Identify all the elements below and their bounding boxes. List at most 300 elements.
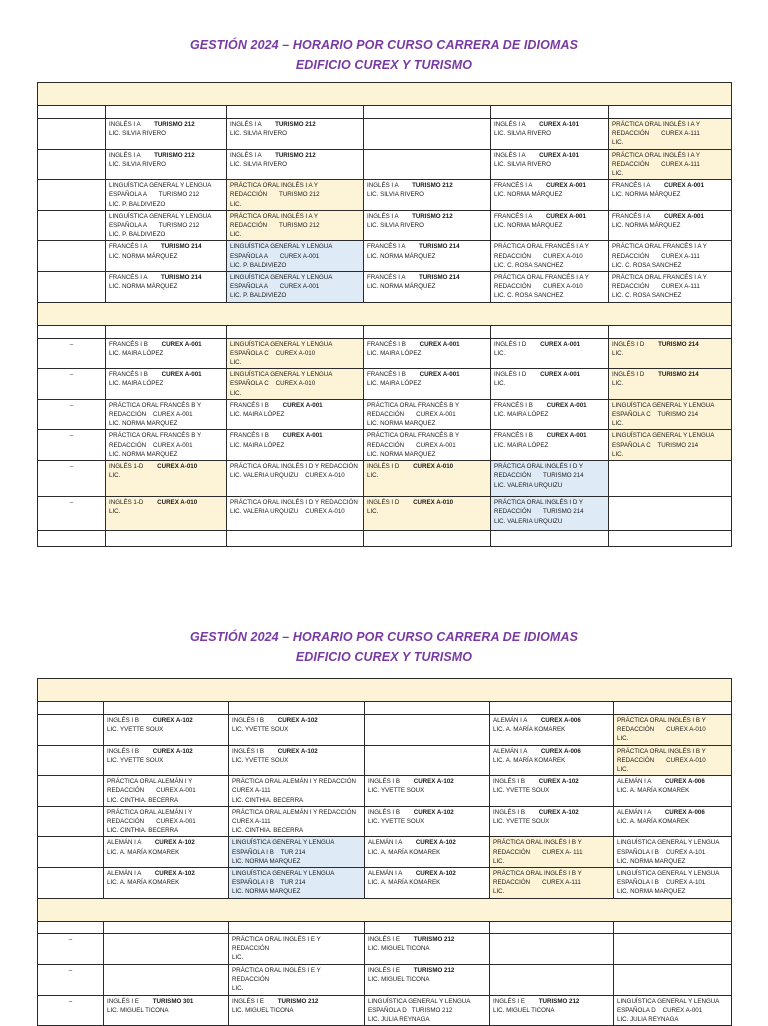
schedule-cell xyxy=(609,338,732,369)
detail-line: LIC. MAIRA LÓPEZ xyxy=(109,380,164,388)
detail-line: REDACCIÓN CUREX A-001 xyxy=(367,441,456,449)
schedule-cell xyxy=(106,369,227,400)
course-name: FRANCÉS I B xyxy=(494,432,533,440)
course-name: LINGUÍSTICA GENERAL Y LENGUA xyxy=(232,870,335,878)
detail-line: LIC. xyxy=(612,349,624,357)
time-cell: – xyxy=(38,399,106,430)
schedule-cell xyxy=(490,837,614,868)
schedule-cell xyxy=(491,369,609,400)
spacer-cell xyxy=(104,702,229,715)
room-label: TURISMO 212 xyxy=(154,121,195,128)
course-name: PRÁCTICA ORAL FRANCÉS B Y xyxy=(109,432,202,440)
course-line xyxy=(230,212,360,221)
detail-line: LIC. NORMA MÁRQUEZ xyxy=(109,252,178,260)
schedule-cell xyxy=(614,933,732,964)
lecturer-line: LIC. P. BALDIVIEZO xyxy=(109,200,166,208)
detail-line: LIC. SILVIA RIVERO xyxy=(230,160,287,168)
course-name: LINGUÍSTICA GENERAL Y LENGUA xyxy=(617,997,720,1005)
room-label: CUREX A-001 xyxy=(282,401,323,409)
schedule-cell xyxy=(365,806,490,837)
detail-line: ESPAÑOLA D CUREX A-001 xyxy=(617,1006,703,1014)
course-name: PRÁCTICA ORAL ALEMÁN I Y xyxy=(107,808,193,816)
detail-line: LIC. A. MARÍA KOMAREK xyxy=(368,848,441,856)
lecturer-line: LIC. P. BALDIVIEZO xyxy=(230,261,287,269)
spacer-cell xyxy=(365,702,490,715)
course-line xyxy=(109,181,223,190)
spacer-cell xyxy=(104,921,229,933)
spacer-cell xyxy=(38,921,104,933)
schedule-row xyxy=(38,531,732,547)
detail-line: REDACCIÓN CUREX A-001 xyxy=(109,441,193,449)
spacer-row xyxy=(38,921,732,933)
spacer-cell xyxy=(38,106,106,119)
course-line xyxy=(232,838,361,847)
course-line xyxy=(109,431,223,440)
detail-line: REDACCIÓN CUREX A-001 xyxy=(107,787,196,795)
lecturer-line: LIC. JULIA REYNAGA xyxy=(368,1016,430,1024)
course-name: LINGUÍSTICA GENERAL Y LENGUA xyxy=(109,182,212,190)
course-line xyxy=(494,370,605,379)
detail-line: REDACCIÓN CUREX A-001 xyxy=(109,411,193,419)
lecturer-line: LIC. CINTHIA. BECERRA xyxy=(232,827,304,835)
time-cell: – xyxy=(38,933,104,964)
schedule-cell xyxy=(104,776,229,807)
day-header-band xyxy=(38,302,732,325)
room-label: TURISMO 212 xyxy=(412,182,453,190)
schedule-cell xyxy=(609,119,732,150)
course-line xyxy=(493,747,610,756)
schedule-row xyxy=(38,745,732,776)
course-name: ALEMÁN I A xyxy=(368,839,403,847)
detail-line: REDACCIÓN TURISMO 212 xyxy=(230,222,320,230)
course-line xyxy=(494,401,605,410)
detail-line: LIC. NORMA MÁRQUEZ xyxy=(367,252,436,260)
band-cell xyxy=(38,679,732,702)
detail-line: REDACCIÓN CUREX A-010 xyxy=(494,283,583,291)
course-name: PRÁCTICA ORAL ALEMÁN I Y REDACCIÓN xyxy=(232,778,357,786)
schedule-row xyxy=(38,180,732,211)
day-header-band xyxy=(38,898,732,921)
time-cell xyxy=(38,868,104,899)
course-name: ALEMÁN I A xyxy=(493,747,528,755)
course-line xyxy=(107,808,225,817)
schedule-cell xyxy=(106,399,227,430)
detail-line: LIC. A. MARÍA KOMAREK xyxy=(493,726,566,734)
spacer-cell xyxy=(364,106,491,119)
schedule-cell xyxy=(227,241,364,272)
course-name: INGLÉS I E xyxy=(368,935,400,943)
lecturer-line: LIC. xyxy=(232,954,244,962)
course-name: INGLÉS 1-D xyxy=(109,499,144,507)
course-name: PRÁCTICA ORAL FRANCÉS I A Y xyxy=(494,274,589,282)
spacer-row xyxy=(38,106,732,119)
detail-line: REDACCIÓN xyxy=(232,975,270,983)
time-cell xyxy=(38,745,104,776)
schedule-cell xyxy=(491,461,609,497)
course-line xyxy=(368,869,486,878)
schedule-cell xyxy=(364,461,491,497)
detail-line: CUREX A-111 xyxy=(232,818,271,826)
course-line xyxy=(494,212,605,221)
schedule-cell xyxy=(104,868,229,899)
schedule-cell xyxy=(364,338,491,369)
schedule-cell xyxy=(609,241,732,272)
schedule-cell xyxy=(229,745,365,776)
detail-line: LIC. A. MARÍA KOMAREK xyxy=(617,818,690,826)
detail-line: ESPAÑOLA D TURISMO 212 xyxy=(368,1006,453,1014)
schedule-cell xyxy=(491,210,609,241)
spacer-cell xyxy=(38,325,106,338)
room-label: CUREX A-102 xyxy=(415,870,456,878)
course-name: PRÁCTICA ORAL INGLÉS I B Y xyxy=(617,747,706,755)
detail-line: LIC. MIGUEL TICONA xyxy=(232,1006,294,1014)
course-name: LINGUÍSTICA GENERAL Y LENGUA xyxy=(612,432,715,440)
detail-line: CUREX A-111 xyxy=(232,787,271,795)
room-label: CUREX A-006 xyxy=(664,778,705,786)
lecturer-line: LIC. NORMA MARQUEZ xyxy=(109,420,178,428)
course-name: ALEMÁN I A xyxy=(107,839,142,847)
lecturer-line: LIC. xyxy=(230,359,242,367)
course-name: LINGUÍSTICA GENERAL Y LENGUA xyxy=(230,243,333,251)
course-line xyxy=(612,370,728,379)
course-name: INGLÉS I B xyxy=(232,717,264,724)
time-cell xyxy=(38,149,106,180)
course-name: PRÁCTICA ORAL INGLÉS I D Y REDACCIÓN xyxy=(230,463,358,471)
detail-line: LIC. SILVIA RIVERO xyxy=(109,130,166,138)
day-header-band xyxy=(38,679,732,702)
detail-line: REDACCIÓN CUREX A- 111 xyxy=(493,848,583,856)
schedule-row xyxy=(38,868,732,899)
room-label: CUREX A-001 xyxy=(161,340,202,348)
course-name: INGLÉS I B xyxy=(107,717,139,724)
course-line xyxy=(230,273,360,282)
schedule-row xyxy=(38,241,732,272)
course-line xyxy=(368,966,486,975)
course-line xyxy=(494,273,605,282)
course-name: FRANCÉS I A xyxy=(612,212,651,220)
room-label: CUREX A-006 xyxy=(540,717,581,724)
detail-line: REDACCIÓN CUREX A-010 xyxy=(617,726,706,734)
detail-line: REDACCIÓN CUREX A-111 xyxy=(493,879,581,887)
schedule-cell xyxy=(227,272,364,303)
course-line xyxy=(367,340,487,349)
schedule-cell xyxy=(227,399,364,430)
schedule-cell xyxy=(106,210,227,241)
schedule-row xyxy=(38,995,732,1026)
schedule-cell xyxy=(491,531,609,547)
spacer-cell xyxy=(229,921,365,933)
course-name: INGLÉS I E xyxy=(368,966,400,974)
schedule-cell xyxy=(609,180,732,211)
course-name: INGLÉS I B xyxy=(107,747,139,755)
schedule-cell xyxy=(227,430,364,461)
room-label: CUREX A-101 xyxy=(539,121,580,128)
course-line xyxy=(367,498,487,507)
schedule-title: GESTIÓN 2024 – HORARIO POR CURSO CARRERA DE IDIOMAS xyxy=(189,38,579,52)
detail-line: LIC. SILVIA RIVERO xyxy=(367,191,424,199)
course-line xyxy=(109,462,223,471)
detail-line: REDACCIÓN CUREX A-111 xyxy=(612,160,700,168)
schedule-cell xyxy=(106,497,227,531)
schedule-row xyxy=(38,933,732,964)
lecturer-line: LIC. xyxy=(230,389,242,397)
course-line xyxy=(367,370,487,379)
schedule-cell xyxy=(614,715,732,746)
course-line xyxy=(367,242,487,251)
detail-line: ESPAÑOLA C CUREX A-010 xyxy=(230,380,316,388)
course-name: ALEMÁN I A xyxy=(617,808,652,816)
room-label: CUREX A-001 xyxy=(540,340,581,348)
room-label: CUREX A-102 xyxy=(277,717,318,724)
schedule-cell xyxy=(227,180,364,211)
room-label: TURISMO 212 xyxy=(538,997,580,1005)
course-line xyxy=(107,838,225,847)
course-line xyxy=(612,401,728,410)
spacer-cell xyxy=(38,702,104,715)
detail-line: LIC. A. MARÍA KOMAREK xyxy=(368,879,441,887)
detail-line: LIC. VALERIA URQUIZU CUREX A-010 xyxy=(230,508,345,516)
schedule-subtitle: EDIFICIO CUREX Y TURISMO xyxy=(295,650,473,664)
schedule-cell xyxy=(609,497,732,531)
course-line xyxy=(617,869,728,878)
schedule-row xyxy=(38,806,732,837)
lecturer-line: LIC. JULIA REYNAGA xyxy=(617,1016,679,1024)
detail-line: LIC. xyxy=(494,349,506,357)
course-name: LINGUÍSTICA GENERAL Y LENGUA xyxy=(612,401,715,409)
room-label: CUREX A-102 xyxy=(413,808,454,816)
schedule-cell xyxy=(491,338,609,369)
course-line xyxy=(368,935,486,944)
lecturer-line: LIC. NORMA MARQUEZ xyxy=(232,857,301,865)
detail-line: LIC. MAIRA LÓPEZ xyxy=(494,411,549,419)
course-name: INGLÉS I B xyxy=(232,747,264,755)
time-cell xyxy=(38,837,104,868)
lecturer-line: LIC. P. BALDIVIEZO xyxy=(230,292,287,300)
room-label: TURISMO 214 xyxy=(418,243,460,251)
detail-line: LIC. NORMA MÁRQUEZ xyxy=(612,191,681,199)
lecturer-line: LIC. xyxy=(230,231,242,239)
course-line xyxy=(107,747,225,756)
lecturer-line: LIC. C. ROSA SANCHEZ xyxy=(612,292,682,300)
detail-line: ESPAÑOLA A CUREX A-001 xyxy=(230,252,320,260)
course-line xyxy=(230,151,360,160)
course-name: FRANCÉS I B xyxy=(367,371,406,379)
room-label: TURISMO 214 xyxy=(160,274,202,282)
course-line xyxy=(232,808,361,817)
schedule-cell xyxy=(365,715,490,746)
course-line xyxy=(617,716,728,725)
course-name: PRÁCTICA ORAL FRANCÉS I A Y xyxy=(612,274,707,282)
detail-line: LIC. YVETTE SOUX xyxy=(368,787,425,795)
course-name: INGLÉS I E xyxy=(107,997,139,1005)
course-name: INGLÉS I A xyxy=(494,151,526,159)
course-name: INGLÉS I E xyxy=(232,997,264,1005)
schedule-cell xyxy=(104,806,229,837)
day-header-band xyxy=(38,83,732,106)
course-line xyxy=(107,869,225,878)
lecturer-line: LIC. xyxy=(230,200,242,208)
detail-line: LIC. YVETTE SOUX xyxy=(368,818,425,826)
schedule-cell xyxy=(106,241,227,272)
time-cell: – xyxy=(38,461,106,497)
spacer-cell xyxy=(491,106,609,119)
course-name: PRÁCTICA ORAL FRANCÉS I A Y xyxy=(494,243,589,251)
course-name: ALEMÁN I A xyxy=(617,778,652,786)
schedule-cell xyxy=(491,430,609,461)
detail-line: LIC. MIGUEL TICONA xyxy=(493,1006,555,1014)
schedule-cell xyxy=(614,964,732,995)
lecturer-line: LIC. CINTHIA. BECERRA xyxy=(232,796,304,804)
schedule-cell xyxy=(490,806,614,837)
course-name: INGLÉS I A xyxy=(109,121,141,128)
course-name: FRANCÉS I A xyxy=(367,274,406,282)
schedule-cell xyxy=(614,995,732,1026)
time-cell xyxy=(38,210,106,241)
schedule-cell xyxy=(614,868,732,899)
detail-line: LIC. A. MARÍA KOMAREK xyxy=(617,787,690,795)
course-name: LINGUÍSTICA GENERAL Y LENGUA xyxy=(230,371,333,379)
detail-line: LIC. MIGUEL TICONA xyxy=(107,1006,169,1014)
schedule-cell xyxy=(609,399,732,430)
detail-line: REDACCIÓN CUREX A-111 xyxy=(612,252,700,260)
schedule-cell xyxy=(364,430,491,461)
course-line xyxy=(230,242,360,251)
course-line xyxy=(368,838,486,847)
schedule-cell xyxy=(364,272,491,303)
schedule-cell xyxy=(106,531,227,547)
schedule-cell xyxy=(365,837,490,868)
course-name: PRÁCTICA ORAL INGLÉS I A Y xyxy=(230,212,319,220)
room-label: CUREX A-001 xyxy=(663,182,704,190)
schedule-cell xyxy=(365,776,490,807)
course-line xyxy=(232,935,361,944)
time-cell xyxy=(38,180,106,211)
course-line xyxy=(367,401,487,410)
course-line xyxy=(109,340,223,349)
course-line xyxy=(368,777,486,786)
course-name: INGLÉS I D xyxy=(612,371,645,379)
schedule-cell xyxy=(490,715,614,746)
course-line xyxy=(232,716,361,725)
detail-line: LIC. A. MARÍA KOMAREK xyxy=(107,848,180,856)
course-name: FRANCÉS I B xyxy=(230,401,269,409)
detail-line: LIC. VALERIA URQUIZU CUREX A-010 xyxy=(230,472,345,480)
lecturer-line: LIC. CINTHIA. BECERRA xyxy=(107,827,179,835)
room-label: TURISMO 212 xyxy=(413,966,455,974)
schedule-cell xyxy=(609,272,732,303)
schedule-cell xyxy=(227,210,364,241)
detail-line: LIC. SILVIA RIVERO xyxy=(494,160,551,168)
detail-line: ESPAÑOLA C TURISMO 214 xyxy=(612,441,699,449)
course-line xyxy=(109,151,223,160)
time-cell xyxy=(38,531,106,547)
room-label: TURISMO 212 xyxy=(275,151,316,159)
course-name: INGLÉS I B xyxy=(493,808,525,816)
detail-line: REDACCIÓN CUREX A-111 xyxy=(612,130,700,138)
course-name: PRÁCTICA ORAL INGLÉS I D Y xyxy=(494,463,584,471)
course-line xyxy=(612,340,728,349)
schedule-cell xyxy=(104,964,229,995)
course-line xyxy=(617,838,728,847)
room-label: CUREX A-010 xyxy=(413,499,454,507)
band-cell xyxy=(38,302,732,325)
spacer-cell xyxy=(609,106,732,119)
course-line xyxy=(494,181,605,190)
lecturer-line: LIC. NORMA MARQUEZ xyxy=(617,888,686,896)
detail-line: LIC. MIGUEL TICONA xyxy=(368,944,430,952)
course-name: PRÁCTICA ORAL FRANCÉS B Y xyxy=(109,401,202,409)
time-cell: – xyxy=(38,430,106,461)
schedule-cell xyxy=(106,461,227,497)
schedule-cell xyxy=(490,995,614,1026)
detail-line: ESPAÑOLA A TURISMO 212 xyxy=(109,191,200,199)
room-label: CUREX A-006 xyxy=(664,808,705,816)
time-cell xyxy=(38,272,106,303)
schedule-row xyxy=(38,715,732,746)
detail-line: LIC. A. MARÍA KOMAREK xyxy=(107,879,180,887)
schedule-cell xyxy=(609,531,732,547)
course-line xyxy=(367,273,487,282)
schedule-cell xyxy=(227,338,364,369)
schedule-cell xyxy=(364,497,491,531)
room-label: TURISMO 301 xyxy=(152,997,194,1005)
course-line xyxy=(612,431,728,440)
course-line xyxy=(494,120,605,129)
schedule-cell xyxy=(490,745,614,776)
course-name: INGLÉS I E xyxy=(493,997,525,1005)
room-label: CUREX A-102 xyxy=(154,870,195,878)
course-name: LINGUÍSTICA GENERAL Y LENGUA xyxy=(617,870,720,878)
course-line xyxy=(109,498,223,507)
room-label: CUREX A-010 xyxy=(157,463,198,471)
band-cell xyxy=(38,898,732,921)
schedule-cell xyxy=(229,964,365,995)
lecturer-line: LIC. P. BALDIVIEZO xyxy=(109,231,166,239)
spacer-cell xyxy=(106,106,227,119)
schedule-table-2 xyxy=(37,678,732,1026)
schedule-cell xyxy=(227,531,364,547)
course-name: FRANCÉS I A xyxy=(109,243,148,251)
course-line xyxy=(230,370,360,379)
spacer-cell xyxy=(609,325,732,338)
detail-line: LIC. A. MARÍA KOMAREK xyxy=(493,756,566,764)
lecturer-line: LIC. xyxy=(617,735,629,743)
course-line xyxy=(494,431,605,440)
schedule-cell xyxy=(229,837,365,868)
course-name: PRÁCTICA ORAL FRANCÉS B Y xyxy=(367,401,460,409)
detail-line: LIC. xyxy=(109,472,121,480)
lecturer-line: LIC. NORMA MARQUEZ xyxy=(617,857,686,865)
schedule-cell xyxy=(364,241,491,272)
course-line xyxy=(109,120,223,129)
course-line xyxy=(494,340,605,349)
room-label: CUREX A-102 xyxy=(413,778,454,786)
course-line xyxy=(232,997,361,1006)
schedule-cell xyxy=(229,715,365,746)
schedule-cell xyxy=(609,461,732,497)
detail-line: ESPAÑOLA I B TUR 214 xyxy=(232,848,306,856)
lecturer-line: LIC. C. ROSA SANCHEZ xyxy=(494,292,564,300)
detail-line: REDACCIÓN CUREX A-001 xyxy=(367,411,456,419)
schedule-cell xyxy=(491,149,609,180)
schedule-row xyxy=(38,430,732,461)
schedule-row xyxy=(38,119,732,150)
detail-line: LIC. MAIRA LÓPEZ xyxy=(230,411,285,419)
room-label: CUREX A-010 xyxy=(157,499,198,507)
course-line xyxy=(612,242,728,251)
detail-line: LIC. xyxy=(367,508,379,516)
schedule-row xyxy=(38,369,732,400)
